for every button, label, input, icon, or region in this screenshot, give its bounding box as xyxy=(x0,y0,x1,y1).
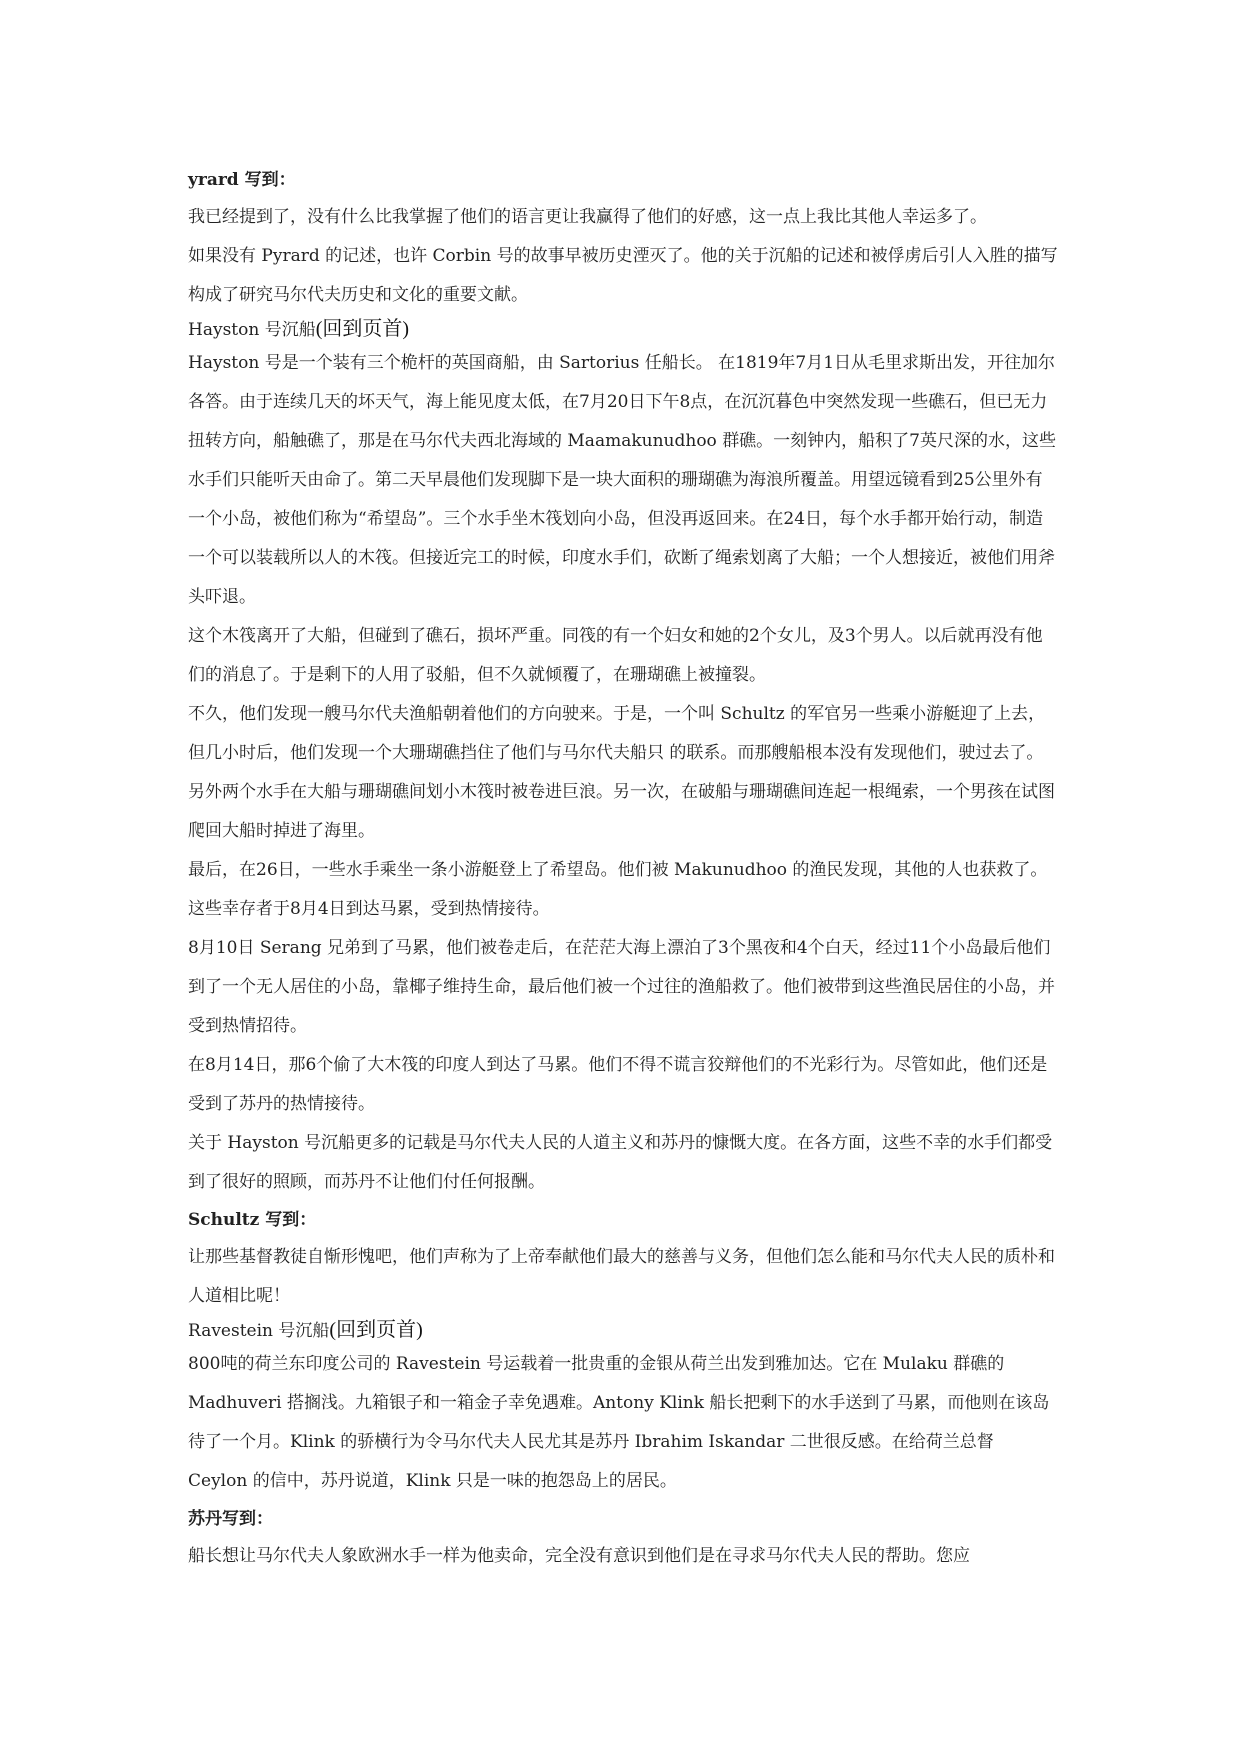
section-title-hayston: Hayston 号沉船 xyxy=(188,320,316,340)
section-title-ravestein: Ravestein 号沉船 xyxy=(188,1321,330,1341)
quote-text-pyrard: 我已经提到了，没有什么比我掌握了他们的语言更让我赢得了他们的好感，这一点上我比其他人幸运多了。 xyxy=(188,207,987,227)
body-paragraph: 在8月14日，那6个偷了大木筏的印度人到达了马累。他们不得不谎言狡辩他们的不光彩行为。尽管如此，他们还是受到了苏丹的热情接待。 xyxy=(188,1055,1048,1114)
quote-attribution-pyrard: yrard 写到： xyxy=(188,170,296,190)
back-to-top-link[interactable]: (回到页首) xyxy=(315,318,410,340)
quote-text-sultan: 船长想让马尔代夫人象欧洲水手一样为他卖命，完全没有意识到他们是在寻求马尔代夫人民的帮助。您应 xyxy=(188,1546,970,1566)
quote-attribution-schultz: Schultz 写到： xyxy=(188,1210,317,1230)
quote-attribution-sultan: 苏丹写到： xyxy=(188,1509,273,1529)
section-heading-ravestein xyxy=(188,1316,1058,1345)
body-paragraph: 这个木筏离开了大船，但碰到了礁石，损坏严重。同筏的有一个妇女和她的2个女儿，及3个男人。以后就再没有他们的消息了。于是剩下的人用了驳船，但不久就倾覆了，在珊瑚礁上被撞裂。 xyxy=(188,626,1043,685)
quote-text-schultz: 让那些基督教徒自惭形愧吧，他们声称为了上帝奉献他们最大的慈善与义务，但他们怎么能和马尔代夫人民的质朴和人道相比呢！ xyxy=(188,1247,1055,1306)
body-paragraph: 如果没有 Pyrard 的记述，也许 Corbin 号的故事早被历史湮灭了。他的关于沉船的记述和被俘虏后引人入胜的描写构成了研究马尔代夫历史和文化的重要文献。 xyxy=(188,246,1058,305)
body-paragraph: 最后，在26日，一些水手乘坐一条小游艇登上了希望岛。他们被 Makunudhoo 的渔民发现，其他的人也获救了。这些幸存者于8月4日到达马累，受到热情接待。 xyxy=(188,860,1048,919)
body-paragraph: 8月10日 Serang 兄弟到了马累，他们被卷走后，在茫茫大海上漂泊了3个黑夜和4个白天，经过11个小岛最后他们到了一个无人居住的小岛，靠椰子维持生命，最后他们被一个过往的渔船救了。他们被带到这些渔民居住的小岛，并受到热情招待。 xyxy=(188,938,1055,1036)
body-paragraph: 800吨的荷兰东印度公司的 Ravestein 号运载着一批贵重的金银从荷兰出发到雅加达。它在 Mulaku 群礁的 Madhuveri 搭搁浅。九箱银子和一箱金子幸免遇难。Antony Klink 船长把剩下的水手送到了马累，而他则在该岛待了一个月。Klink 的骄横行为令马尔代夫人民尤其是苏丹 Ibrahim Iskandar 二世很反感。在给荷兰总督 Ceylon 的信中，苏丹说道，Klink 只是一味的抱怨岛上的居民。 xyxy=(188,1354,1050,1491)
back-to-top-link[interactable]: (回到页首) xyxy=(329,1319,423,1341)
body-paragraph: Hayston 号是一个装有三个桅杆的英国商船，由 Sartorius 任船长。 在1819年7月1日从毛里求斯出发，开往加尔各答。由于连续几天的坏天气，海上能见度太低，在7月20日下午8点，在沉沉暮色中突然发现一些礁石，但已无力扭转方向，船触礁了，那是在马尔代夫西北海域的 Maamakunudhoo 群礁。一刻钟内，船积了7英尺深的水，这些水手们只能听天由命了。第二天早晨他们发现脚下是一块大面积的珊瑚礁为海浪所覆盖。用望远镜看到25公里外有一个小岛，被他们称为“希望岛”。三个水手坐木筏划向小岛，但没再返回来。在24日，每个水手都开始行动，制造一个可以装载所以人的木筏。但接近完工的时候，印度水手们，砍断了绳索划离了大船；一个人想接近，被他们用斧头吓退。 xyxy=(188,353,1057,607)
section-heading-hayston xyxy=(188,315,1058,344)
document-body xyxy=(188,162,1058,1576)
body-paragraph: 关于 Hayston 号沉船更多的记载是马尔代夫人民的人道主义和苏丹的慷慨大度。在各方面，这些不幸的水手们都受到了很好的照顾，而苏丹不让他们付任何报酬。 xyxy=(188,1133,1053,1192)
body-paragraph: 不久，他们发现一艘马尔代夫渔船朝着他们的方向驶来。于是，一个叫 Schultz 的军官另一些乘小游艇迎了上去，但几小时后，他们发现一个大珊瑚礁挡住了他们与马尔代夫船只 的联系。而那艘船根本没有发现他们，驶过去了。另外两个水手在大船与珊瑚礁间划小木筏时被卷进巨浪。另一次，在破船与珊瑚礁间连起一根绳索，一个男孩在试图爬回大船时掉进了海里。 xyxy=(188,704,1055,841)
